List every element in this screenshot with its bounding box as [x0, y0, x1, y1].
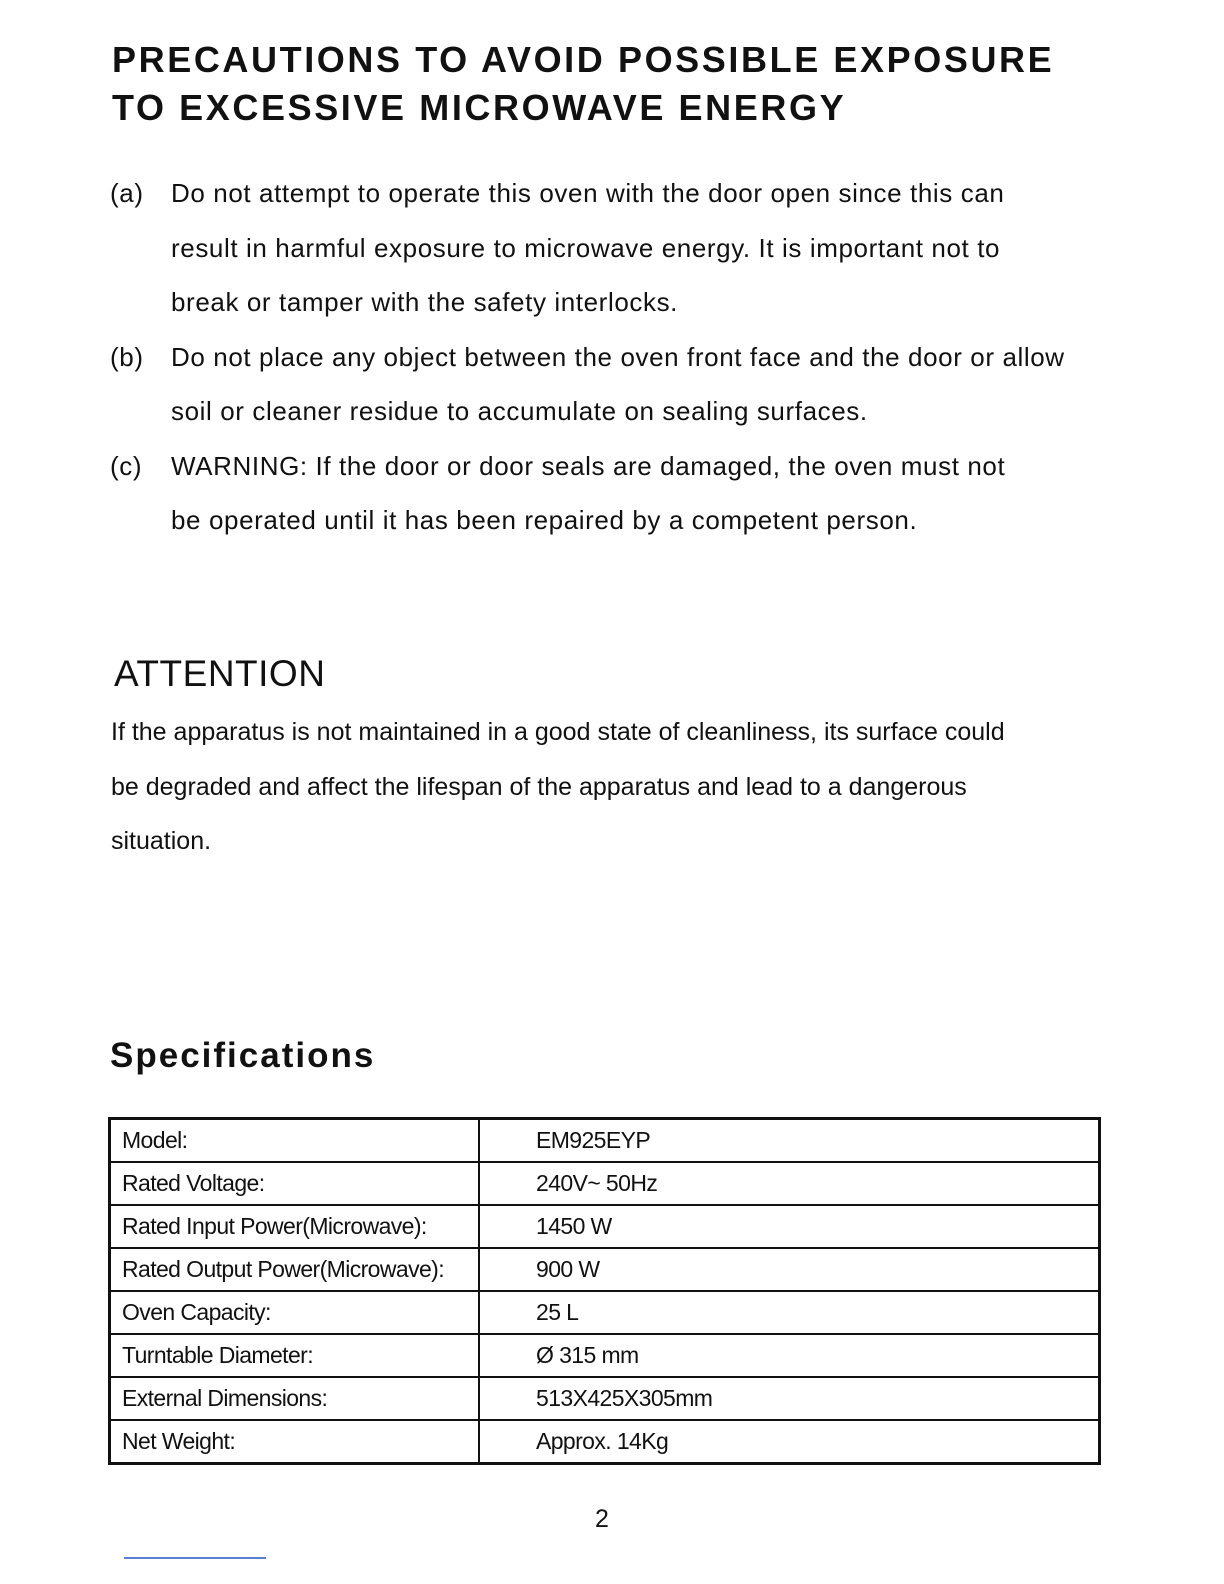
specifications-heading: Specifications — [110, 1036, 376, 1075]
spec-label: Oven Capacity: — [110, 1291, 480, 1334]
spec-value: 1450 W — [479, 1205, 1100, 1248]
spec-value: 25 L — [479, 1291, 1100, 1334]
spec-label: Rated Voltage: — [110, 1162, 480, 1205]
page-title — [112, 36, 1122, 132]
item-text-line: be operated until it has been repaired by a competent person. — [171, 505, 918, 535]
item-text-line: break or tamper with the safety interlocks. — [171, 287, 679, 317]
attention-text-line: If the apparatus is not maintained in a good state of cleanliness, its surface could — [111, 718, 1005, 746]
spec-value: Ø 315 mm — [479, 1334, 1100, 1377]
attention-text-line: be degraded and affect the lifespan of the apparatus and lead to a dangerous — [111, 772, 967, 801]
precaution-item-c — [110, 439, 1110, 548]
table-row — [110, 1205, 1100, 1248]
table-row — [110, 1420, 1100, 1464]
item-marker: (b) — [110, 341, 144, 372]
spec-label: Rated Input Power(Microwave): — [110, 1205, 480, 1248]
attention-text-line: situation. — [111, 827, 212, 855]
precaution-item-a — [110, 166, 1110, 330]
spec-value: 513X425X305mm — [479, 1377, 1100, 1420]
spec-label: Net Weight: — [110, 1420, 480, 1464]
item-marker: (c) — [110, 450, 143, 481]
spec-value: 240V~ 50Hz — [479, 1162, 1100, 1205]
spec-label: Turntable Diameter: — [110, 1334, 480, 1377]
specifications-table — [108, 1117, 1101, 1465]
spec-label: External Dimensions: — [110, 1377, 480, 1420]
item-text-line: Do not attempt to operate this oven with the door open since this can — [171, 178, 1005, 208]
item-text-line: WARNING: If the door or door seals are damaged, the oven must not — [171, 450, 1006, 481]
table-row — [110, 1377, 1100, 1420]
title-line-2: TO EXCESSIVE MICROWAVE ENERGY — [112, 87, 847, 128]
spec-label: Rated Output Power(Microwave): — [110, 1248, 480, 1291]
table-row — [110, 1248, 1100, 1291]
precautions-list — [110, 166, 1110, 548]
item-marker: (a) — [110, 178, 144, 208]
footer-divider — [124, 1557, 266, 1559]
table-row — [110, 1119, 1100, 1163]
precaution-item-b — [110, 330, 1110, 439]
table-row — [110, 1291, 1100, 1334]
attention-heading: ATTENTION — [114, 653, 326, 694]
attention-paragraph — [111, 705, 1111, 869]
item-text-line: soil or cleaner residue to accumulate on sealing surfaces. — [171, 396, 868, 426]
spec-value: 900 W — [479, 1248, 1100, 1291]
spec-value: Approx. 14Kg — [479, 1420, 1100, 1464]
item-text-line: Do not place any object between the oven front face and the door or allow — [171, 341, 1065, 372]
table-row — [110, 1162, 1100, 1205]
page-number: 2 — [595, 1505, 609, 1533]
table-row — [110, 1334, 1100, 1377]
title-line-1: PRECAUTIONS TO AVOID POSSIBLE EXPOSURE — [112, 39, 1055, 80]
spec-label: Model: — [110, 1119, 480, 1163]
item-text-line: result in harmful exposure to microwave energy. It is important not to — [171, 232, 1001, 263]
spec-value: EM925EYP — [479, 1119, 1100, 1163]
